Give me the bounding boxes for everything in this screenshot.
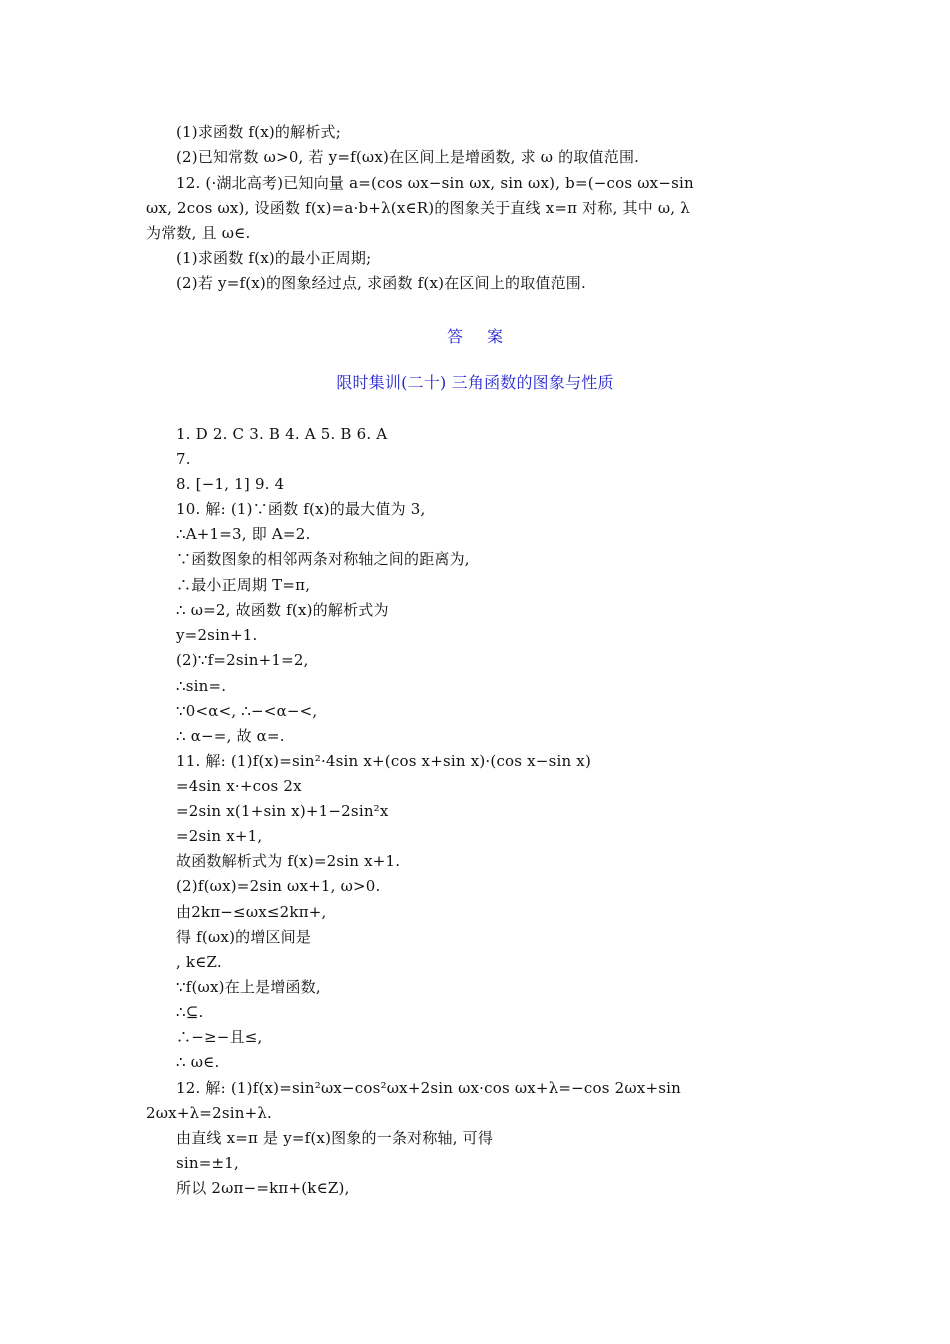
- answer-line: ∴sin=.: [176, 677, 227, 695]
- answer-line: , k∈Z.: [176, 953, 222, 971]
- answer-line: 故函数解析式为 f(x)=2sin x+1.: [176, 852, 401, 870]
- answer-line: 由直线 x=π 是 y=f(x)图象的一条对称轴, 可得: [176, 1129, 494, 1147]
- answer-line: ∴−≥−且≤,: [176, 1028, 263, 1046]
- answer-line: 12. 解: (1)f(x)=sin²ωx−cos²ωx+2sin ωx·cos ωx+λ=−cos 2ωx+sin: [176, 1079, 681, 1097]
- answer-line: 11. 解: (1)f(x)=sin²·4sin x+(cos x+sin x)·(cos x−sin x): [176, 752, 592, 770]
- answer-line: 由2kπ−≤ωx≤2kπ+,: [176, 903, 327, 921]
- answer-line: =4sin x·+cos 2x: [176, 777, 302, 795]
- answer-line: ∵f(ωx)在上是增函数,: [176, 978, 321, 996]
- problem-12-part-2: (2)若 y=f(x)的图象经过点, 求函数 f(x)在区间上的取值范围.: [176, 274, 586, 292]
- answer-line: ∴ ω∈.: [176, 1053, 220, 1071]
- answer-line: ∴⊆.: [176, 1003, 204, 1021]
- answer-line: (2)f(ωx)=2sin ωx+1, ω>0.: [176, 877, 381, 895]
- answer-line: 8. [−1, 1] 9. 4: [176, 475, 285, 493]
- answer-line: 7.: [176, 450, 191, 468]
- answer-line: =2sin x+1,: [176, 827, 263, 845]
- problem-12-line-3: 为常数, 且 ω∈.: [146, 224, 251, 242]
- answer-line: ∴ ω=2, 故函数 f(x)的解析式为: [176, 601, 389, 619]
- problem-11-part-2: (2)已知常数 ω>0, 若 y=f(ωx)在区间上是增函数, 求 ω 的取值范围.: [176, 148, 640, 166]
- answer-line: y=2sin+1.: [176, 626, 258, 644]
- answer-line: 10. 解: (1)∵函数 f(x)的最大值为 3,: [176, 500, 426, 518]
- answer-line: ∴最小正周期 T=π,: [176, 576, 311, 594]
- problem-12-line-1: 12. (·湖北高考)已知向量 a=(cos ωx−sin ωx, sin ωx), b=(−cos ωx−sin: [176, 174, 694, 192]
- section-title: 限时集训(二十) 三角函数的图象与性质: [336, 373, 614, 392]
- answers-title: 答案: [446, 327, 527, 346]
- answer-line: 1. D 2. C 3. B 4. A 5. B 6. A: [176, 425, 388, 443]
- problem-11-part-1: (1)求函数 f(x)的解析式;: [176, 123, 341, 141]
- answer-line: 2ωx+λ=2sin+λ.: [146, 1104, 273, 1122]
- answer-line: =2sin x(1+sin x)+1−2sin²x: [176, 802, 389, 820]
- answer-line: sin=±1,: [176, 1154, 240, 1172]
- answer-line: 得 f(ωx)的增区间是: [176, 928, 312, 946]
- problem-12-line-2: ωx, 2cos ωx), 设函数 f(x)=a·b+λ(x∈R)的图象关于直线 x=π 对称, 其中 ω, λ: [146, 199, 690, 217]
- answer-line: ∵函数图象的相邻两条对称轴之间的距离为,: [176, 550, 470, 568]
- answer-line: ∵0<α<, ∴−<α−<,: [176, 702, 318, 720]
- answer-line: (2)∵f=2sin+1=2,: [176, 651, 309, 669]
- answer-line: 所以 2ωπ−=kπ+(k∈Z),: [176, 1179, 350, 1197]
- problem-12-part-1: (1)求函数 f(x)的最小正周期;: [176, 249, 372, 267]
- answer-line: ∴A+1=3, 即 A=2.: [176, 525, 311, 543]
- answer-line: ∴ α−=, 故 α=.: [176, 727, 285, 745]
